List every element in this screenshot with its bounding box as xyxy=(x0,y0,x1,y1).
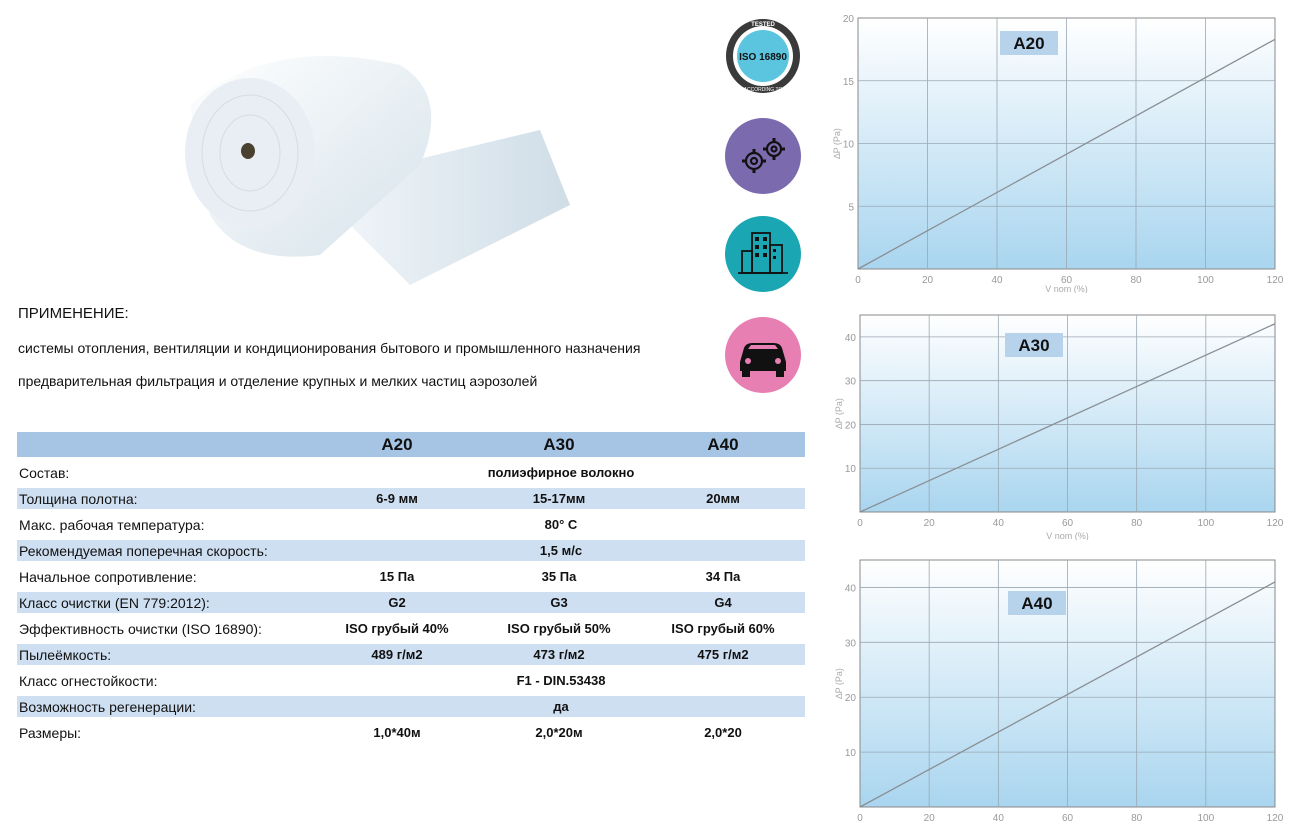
row-value: 15-17мм xyxy=(477,488,641,509)
chart-a20 xyxy=(830,8,1285,293)
x-tick-label: 60 xyxy=(1061,518,1074,529)
row-value: 475 г/м2 xyxy=(641,644,805,665)
row-value: 2,0*20м xyxy=(535,725,583,740)
row-value: 20мм xyxy=(641,488,805,509)
y-tick-label: 20 xyxy=(844,420,856,432)
buildings-icon xyxy=(724,215,802,293)
y-tick-label: 15 xyxy=(842,76,854,88)
y-axis-label: ∆P (Pa) xyxy=(834,668,844,699)
chart-title: A20 xyxy=(1013,34,1045,53)
chart-a30 xyxy=(830,305,1285,540)
row-value: G3 xyxy=(477,592,641,613)
x-tick-label: 80 xyxy=(1131,518,1143,529)
x-axis-label: V nom (%) xyxy=(1045,284,1088,293)
table-row xyxy=(17,665,805,696)
x-tick-label: 0 xyxy=(857,813,863,824)
y-tick-label: 30 xyxy=(844,376,856,388)
table-row xyxy=(17,613,805,644)
row-label: Состав: xyxy=(19,464,70,481)
header-a30: A30 xyxy=(477,432,641,457)
row-label: Макс. рабочая температура: xyxy=(19,516,205,533)
y-tick-label: 10 xyxy=(842,139,854,151)
row-value: F1 - DIN.53438 xyxy=(516,673,606,688)
x-tick-label: 60 xyxy=(1061,813,1074,824)
table-row xyxy=(17,540,805,561)
badge-according-text: ACCORDING TO xyxy=(743,87,783,93)
filter-roll-image xyxy=(150,35,570,305)
y-tick-label: 5 xyxy=(848,202,854,214)
row-value: ISO грубый 60% xyxy=(671,621,775,636)
row-value: ISO грубый 50% xyxy=(507,621,611,636)
row-value: 473 г/м2 xyxy=(477,644,641,665)
x-tick-label: 100 xyxy=(1197,813,1215,824)
header-a40: A40 xyxy=(641,432,805,457)
x-tick-label: 40 xyxy=(992,518,1004,529)
row-label: Возможность регенерации: xyxy=(17,696,317,717)
chart-title: A40 xyxy=(1021,594,1053,613)
badge-tested-text: TESTED xyxy=(751,22,775,28)
x-tick-label: 20 xyxy=(923,813,935,824)
row-value: 80° C xyxy=(544,517,578,532)
row-value: G2 xyxy=(317,592,477,613)
table-row xyxy=(17,488,805,509)
row-value: 34 Па xyxy=(705,569,741,584)
x-tick-label: 80 xyxy=(1131,813,1143,824)
row-value: полиэфирное волокно xyxy=(487,465,635,480)
spec-table xyxy=(17,432,805,748)
row-value: 15 Па xyxy=(379,569,415,584)
header-a20: A20 xyxy=(317,432,477,457)
y-tick-label: 30 xyxy=(844,638,856,650)
row-label: Класс огнестойкости: xyxy=(19,672,158,689)
iso-16890-badge xyxy=(724,17,802,95)
x-tick-label: 20 xyxy=(921,275,934,286)
row-value: 1,5 м/с xyxy=(317,540,805,561)
chart-svg xyxy=(830,8,1285,293)
table-header-row xyxy=(17,432,805,457)
header-empty xyxy=(17,432,317,457)
table-row xyxy=(17,717,805,748)
table-row xyxy=(17,644,805,665)
application-line-2: предварительная фильтрация и отделение крупных и мелких частиц аэрозолей xyxy=(18,373,538,389)
x-tick-label: 80 xyxy=(1130,275,1142,286)
chart-a40 xyxy=(830,555,1285,825)
x-tick-label: 120 xyxy=(1266,275,1284,286)
x-axis-label: V nom (%) xyxy=(1046,531,1089,540)
row-label: Класс очистки (EN 779:2012): xyxy=(17,592,317,613)
chart-svg xyxy=(830,305,1285,540)
row-value: G4 xyxy=(641,592,805,613)
x-tick-label: 0 xyxy=(855,275,861,286)
chart-svg xyxy=(830,555,1285,825)
table-row xyxy=(17,457,805,488)
x-tick-label: 40 xyxy=(991,275,1003,286)
row-value: 6-9 мм xyxy=(317,488,477,509)
x-tick-label: 100 xyxy=(1197,518,1215,529)
badge-iso-text: ISO 16890 xyxy=(739,52,787,63)
row-value: ISO грубый 40% xyxy=(345,621,449,636)
application-line-1: системы отопления, вентиляции и кондиционирования бытового и промышленного назначения xyxy=(18,340,641,356)
gears-icon xyxy=(724,117,802,195)
row-label: Размеры: xyxy=(19,724,82,741)
x-tick-label: 100 xyxy=(1197,275,1214,286)
chart-title: A30 xyxy=(1018,336,1050,355)
row-value: 2,0*20 xyxy=(704,725,742,740)
y-axis-label: ∆P (Pa) xyxy=(832,128,842,159)
table-row xyxy=(17,592,805,613)
row-value: 489 г/м2 xyxy=(317,644,477,665)
y-axis-label: ∆P (Pa) xyxy=(834,398,844,429)
y-tick-label: 40 xyxy=(844,583,856,595)
x-tick-label: 20 xyxy=(923,518,935,529)
row-value: 35 Па xyxy=(541,569,577,584)
table-row xyxy=(17,561,805,592)
row-label: Эффективность очистки (ISO 16890): xyxy=(19,620,262,637)
x-tick-label: 40 xyxy=(992,813,1004,824)
row-label: Рекомендуемая поперечная скорость: xyxy=(17,540,317,561)
row-value: да xyxy=(317,696,805,717)
y-tick-label: 10 xyxy=(844,464,856,476)
application-title: ПРИМЕНЕНИЕ: xyxy=(18,305,129,322)
y-tick-label: 20 xyxy=(844,693,856,705)
y-tick-label: 10 xyxy=(844,748,856,760)
y-tick-label: 20 xyxy=(842,14,854,25)
table-row xyxy=(17,696,805,717)
table-row xyxy=(17,509,805,540)
x-tick-label: 60 xyxy=(1060,275,1073,286)
row-label: Начальное сопротивление: xyxy=(19,568,197,585)
x-tick-label: 120 xyxy=(1266,518,1284,529)
row-value: 1,0*40м xyxy=(373,725,421,740)
row-label: Толщина полотна: xyxy=(17,488,317,509)
car-icon xyxy=(724,316,802,394)
x-tick-label: 120 xyxy=(1266,813,1284,824)
y-tick-label: 40 xyxy=(844,332,856,344)
x-tick-label: 0 xyxy=(857,518,863,529)
row-label: Пылеёмкость: xyxy=(17,644,317,665)
